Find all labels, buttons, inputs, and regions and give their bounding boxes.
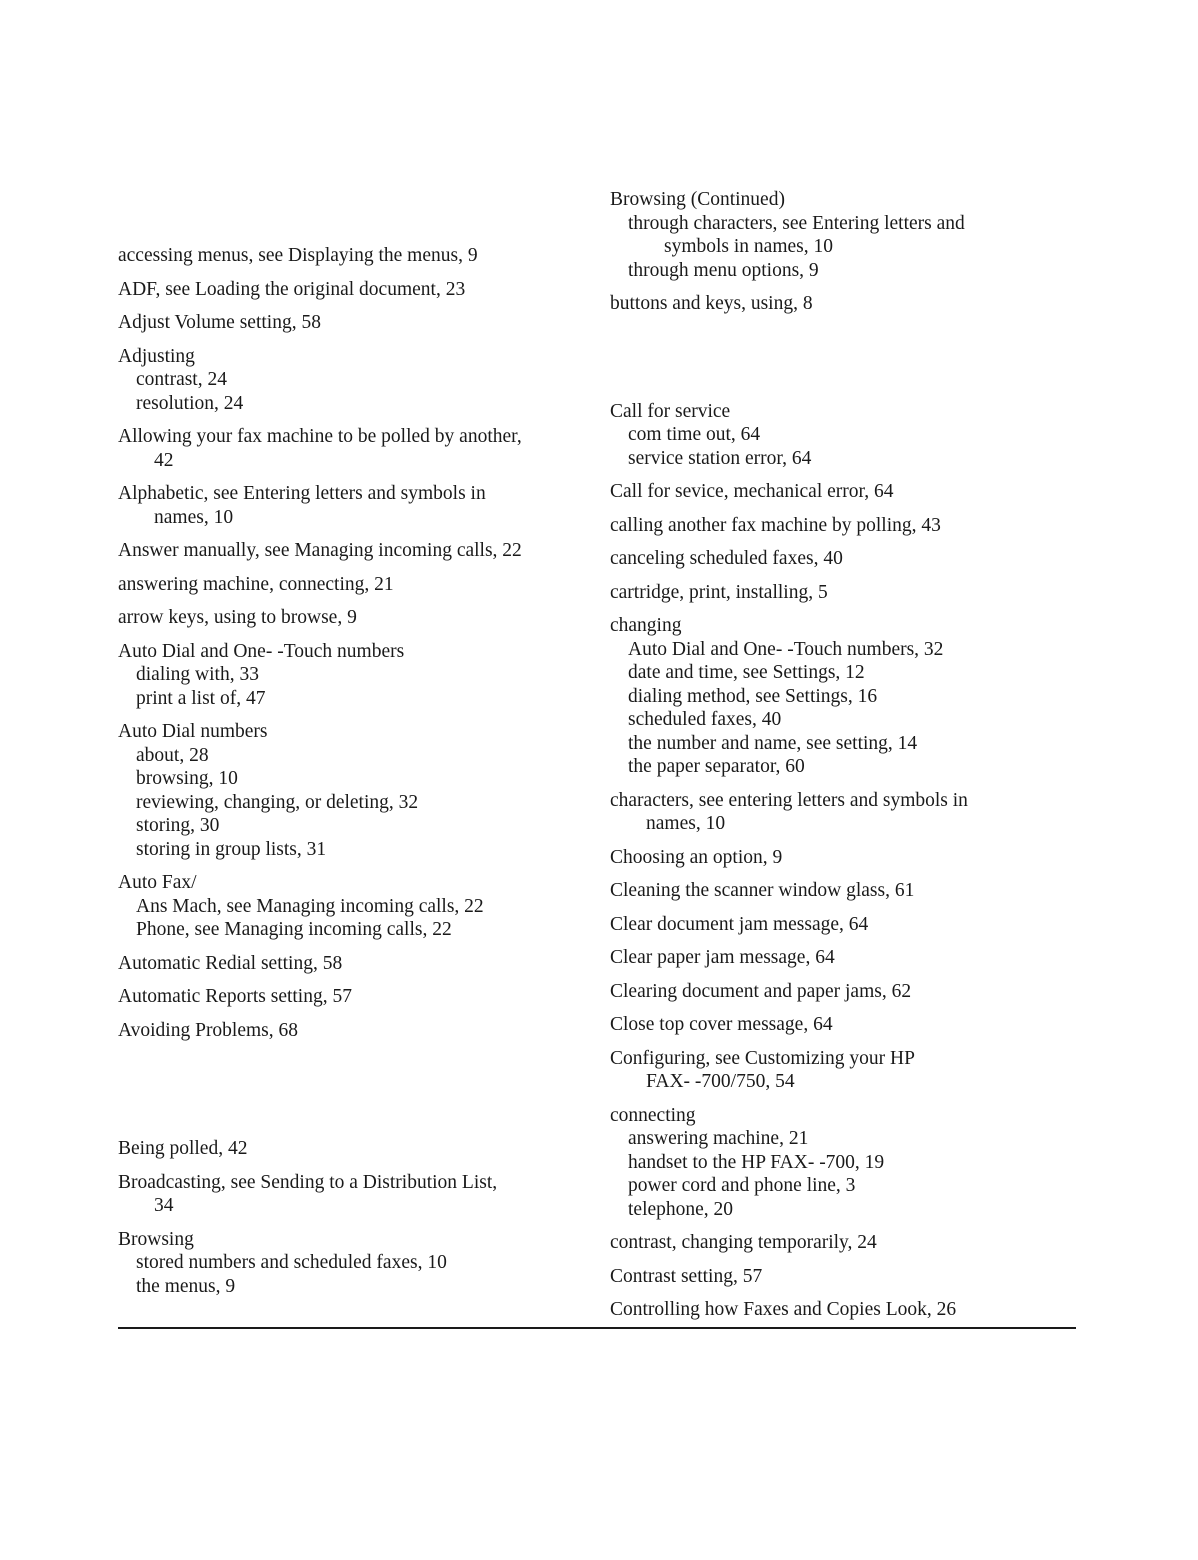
index-entry [118, 640, 568, 711]
index-entry [610, 292, 1060, 316]
index-subterm: names, 10 [646, 813, 726, 834]
index-entry [610, 188, 1060, 282]
index-term: answering machine, connecting, 21 [118, 573, 394, 595]
index-subterm: date and time, see Settings, 12 [628, 662, 865, 683]
index-entry [610, 879, 1060, 903]
index-subterm: 34 [154, 1195, 174, 1216]
index-subterm: 42 [154, 449, 174, 471]
index-term: Clear document jam message, 64 [610, 913, 869, 935]
index-term: Alphabetic, see Entering letters and symbols in [118, 483, 486, 504]
index-entry [118, 720, 568, 861]
index-term: Auto Dial and One- -Touch numbers [118, 640, 405, 662]
bottom-rule [118, 1327, 1076, 1329]
index-term: Call for sevice, mechanical error, 64 [610, 481, 894, 502]
index-entry [610, 581, 1060, 605]
index-term: Browsing [118, 1228, 194, 1250]
index-entry [610, 913, 1060, 937]
index-subterm: print a list of, 47 [136, 687, 266, 709]
index-term: Adjusting [118, 345, 195, 367]
index-term: calling another fax machine by polling, 43 [610, 514, 941, 536]
index-entry [610, 1298, 1060, 1322]
index-term: cartridge, print, installing, 5 [610, 581, 828, 603]
index-subterm: through characters, see Entering letters and [628, 212, 965, 234]
index-entry [610, 480, 1060, 504]
index-entry [118, 952, 568, 976]
index-subterm: handset to the HP FAX- -700, 19 [628, 1151, 885, 1173]
index-term: Broadcasting, see Sending to a Distribution List, [118, 1171, 498, 1193]
index-subterm: com time out, 64 [628, 424, 761, 445]
index-term: changing [610, 615, 682, 636]
index-subterm: Phone, see Managing incoming calls, 22 [136, 919, 452, 940]
index-term: contrast, changing temporarily, 24 [610, 1232, 877, 1253]
index-entry [610, 946, 1060, 970]
index-subterm: Ans Mach, see Managing incoming calls, 22 [136, 895, 484, 917]
index-term: arrow keys, using to browse, 9 [118, 607, 357, 628]
index-entry [610, 1013, 1060, 1037]
index-term: Automatic Reports setting, 57 [118, 986, 352, 1007]
index-term: Contrast setting, 57 [610, 1265, 763, 1287]
index-term: ADF, see Loading the original document, 23 [118, 278, 466, 300]
index-term: Being polled, 42 [118, 1138, 248, 1159]
index-subterm: reviewing, changing, or deleting, 32 [136, 791, 419, 813]
index-term: Cleaning the scanner window glass, 61 [610, 880, 915, 901]
index-subterm: resolution, 24 [136, 392, 244, 414]
index-term: Clearing document and paper jams, 62 [610, 980, 912, 1002]
index-subterm: symbols in names, 10 [664, 236, 833, 257]
index-term: Browsing (Continued) [610, 189, 785, 210]
index-subterm: Auto Dial and One- -Touch numbers, 32 [628, 638, 944, 660]
index-subterm: telephone, 20 [628, 1198, 734, 1220]
index-term: accessing menus, see Displaying the menus, 9 [118, 245, 478, 266]
index-term: Close top cover message, 64 [610, 1014, 833, 1035]
index-term: Configuring, see Customizing your HP [610, 1047, 915, 1069]
index-term: Controlling how Faxes and Copies Look, 26 [610, 1299, 957, 1320]
index-entry [118, 482, 568, 529]
index-term: Auto Fax/ [118, 872, 197, 893]
index-entry [610, 789, 1060, 836]
index-entry [610, 547, 1060, 571]
index-subterm: names, 10 [154, 506, 234, 528]
index-subterm: the paper separator, 60 [628, 756, 805, 777]
index-entry [118, 244, 568, 268]
index-entry [610, 1231, 1060, 1255]
index-entry [610, 980, 1060, 1004]
index-entry [610, 1047, 1060, 1094]
index-column-right [610, 188, 1060, 1332]
index-entry [118, 871, 568, 942]
index-entry [610, 614, 1060, 779]
index-term: canceling scheduled faxes, 40 [610, 548, 843, 569]
index-entry [610, 846, 1060, 870]
index-term: buttons and keys, using, 8 [610, 293, 813, 314]
index-subterm: contrast, 24 [136, 369, 227, 390]
index-subterm: dialing with, 33 [136, 664, 259, 685]
index-entry [118, 1228, 568, 1299]
index-subterm: power cord and phone line, 3 [628, 1175, 856, 1196]
index-subterm: scheduled faxes, 40 [628, 709, 782, 730]
index-entry [610, 514, 1060, 538]
index-entry [118, 606, 568, 630]
index-entry [610, 1104, 1060, 1222]
index-term: Answer manually, see Managing incoming calls, 22 [118, 540, 522, 561]
index-term: Adjust Volume setting, 58 [118, 312, 321, 333]
index-subterm: the menus, 9 [136, 1275, 236, 1297]
index-entry [118, 573, 568, 597]
index-entry [118, 425, 568, 472]
index-entry [118, 1171, 568, 1218]
index-entry [118, 311, 568, 335]
index-subterm: storing, 30 [136, 815, 220, 836]
index-subterm: about, 28 [136, 744, 209, 766]
index-entry [118, 278, 568, 302]
index-term: connecting [610, 1104, 696, 1126]
index-term: Choosing an option, 9 [610, 846, 783, 868]
index-subterm: the number and name, see setting, 14 [628, 732, 918, 754]
index-column-left [118, 244, 568, 1308]
index-entry [118, 539, 568, 563]
index-entry [610, 400, 1060, 471]
index-entry [610, 1265, 1060, 1289]
index-subterm: through menu options, 9 [628, 259, 819, 281]
index-term: Avoiding Problems, 68 [118, 1019, 299, 1041]
index-term: Automatic Redial setting, 58 [118, 952, 343, 974]
index-entry [118, 345, 568, 416]
index-term: characters, see entering letters and symbols in [610, 789, 968, 811]
index-entry [118, 985, 568, 1009]
index-subterm: storing in group lists, 31 [136, 838, 327, 860]
index-term: Clear paper jam message, 64 [610, 947, 835, 968]
index-term: Call for service [610, 400, 731, 422]
index-subterm: service station error, 64 [628, 447, 812, 469]
index-subterm: FAX- -700/750, 54 [646, 1071, 795, 1092]
index-entry [118, 1019, 568, 1043]
index-term: Auto Dial numbers [118, 721, 268, 742]
index-subterm: stored numbers and scheduled faxes, 10 [136, 1252, 447, 1273]
index-entry [118, 1137, 568, 1161]
index-term: Allowing your fax machine to be polled by another, [118, 426, 522, 447]
index-subterm: answering machine, 21 [628, 1128, 809, 1149]
index-subterm: dialing method, see Settings, 16 [628, 685, 878, 707]
index-subterm: browsing, 10 [136, 768, 238, 789]
